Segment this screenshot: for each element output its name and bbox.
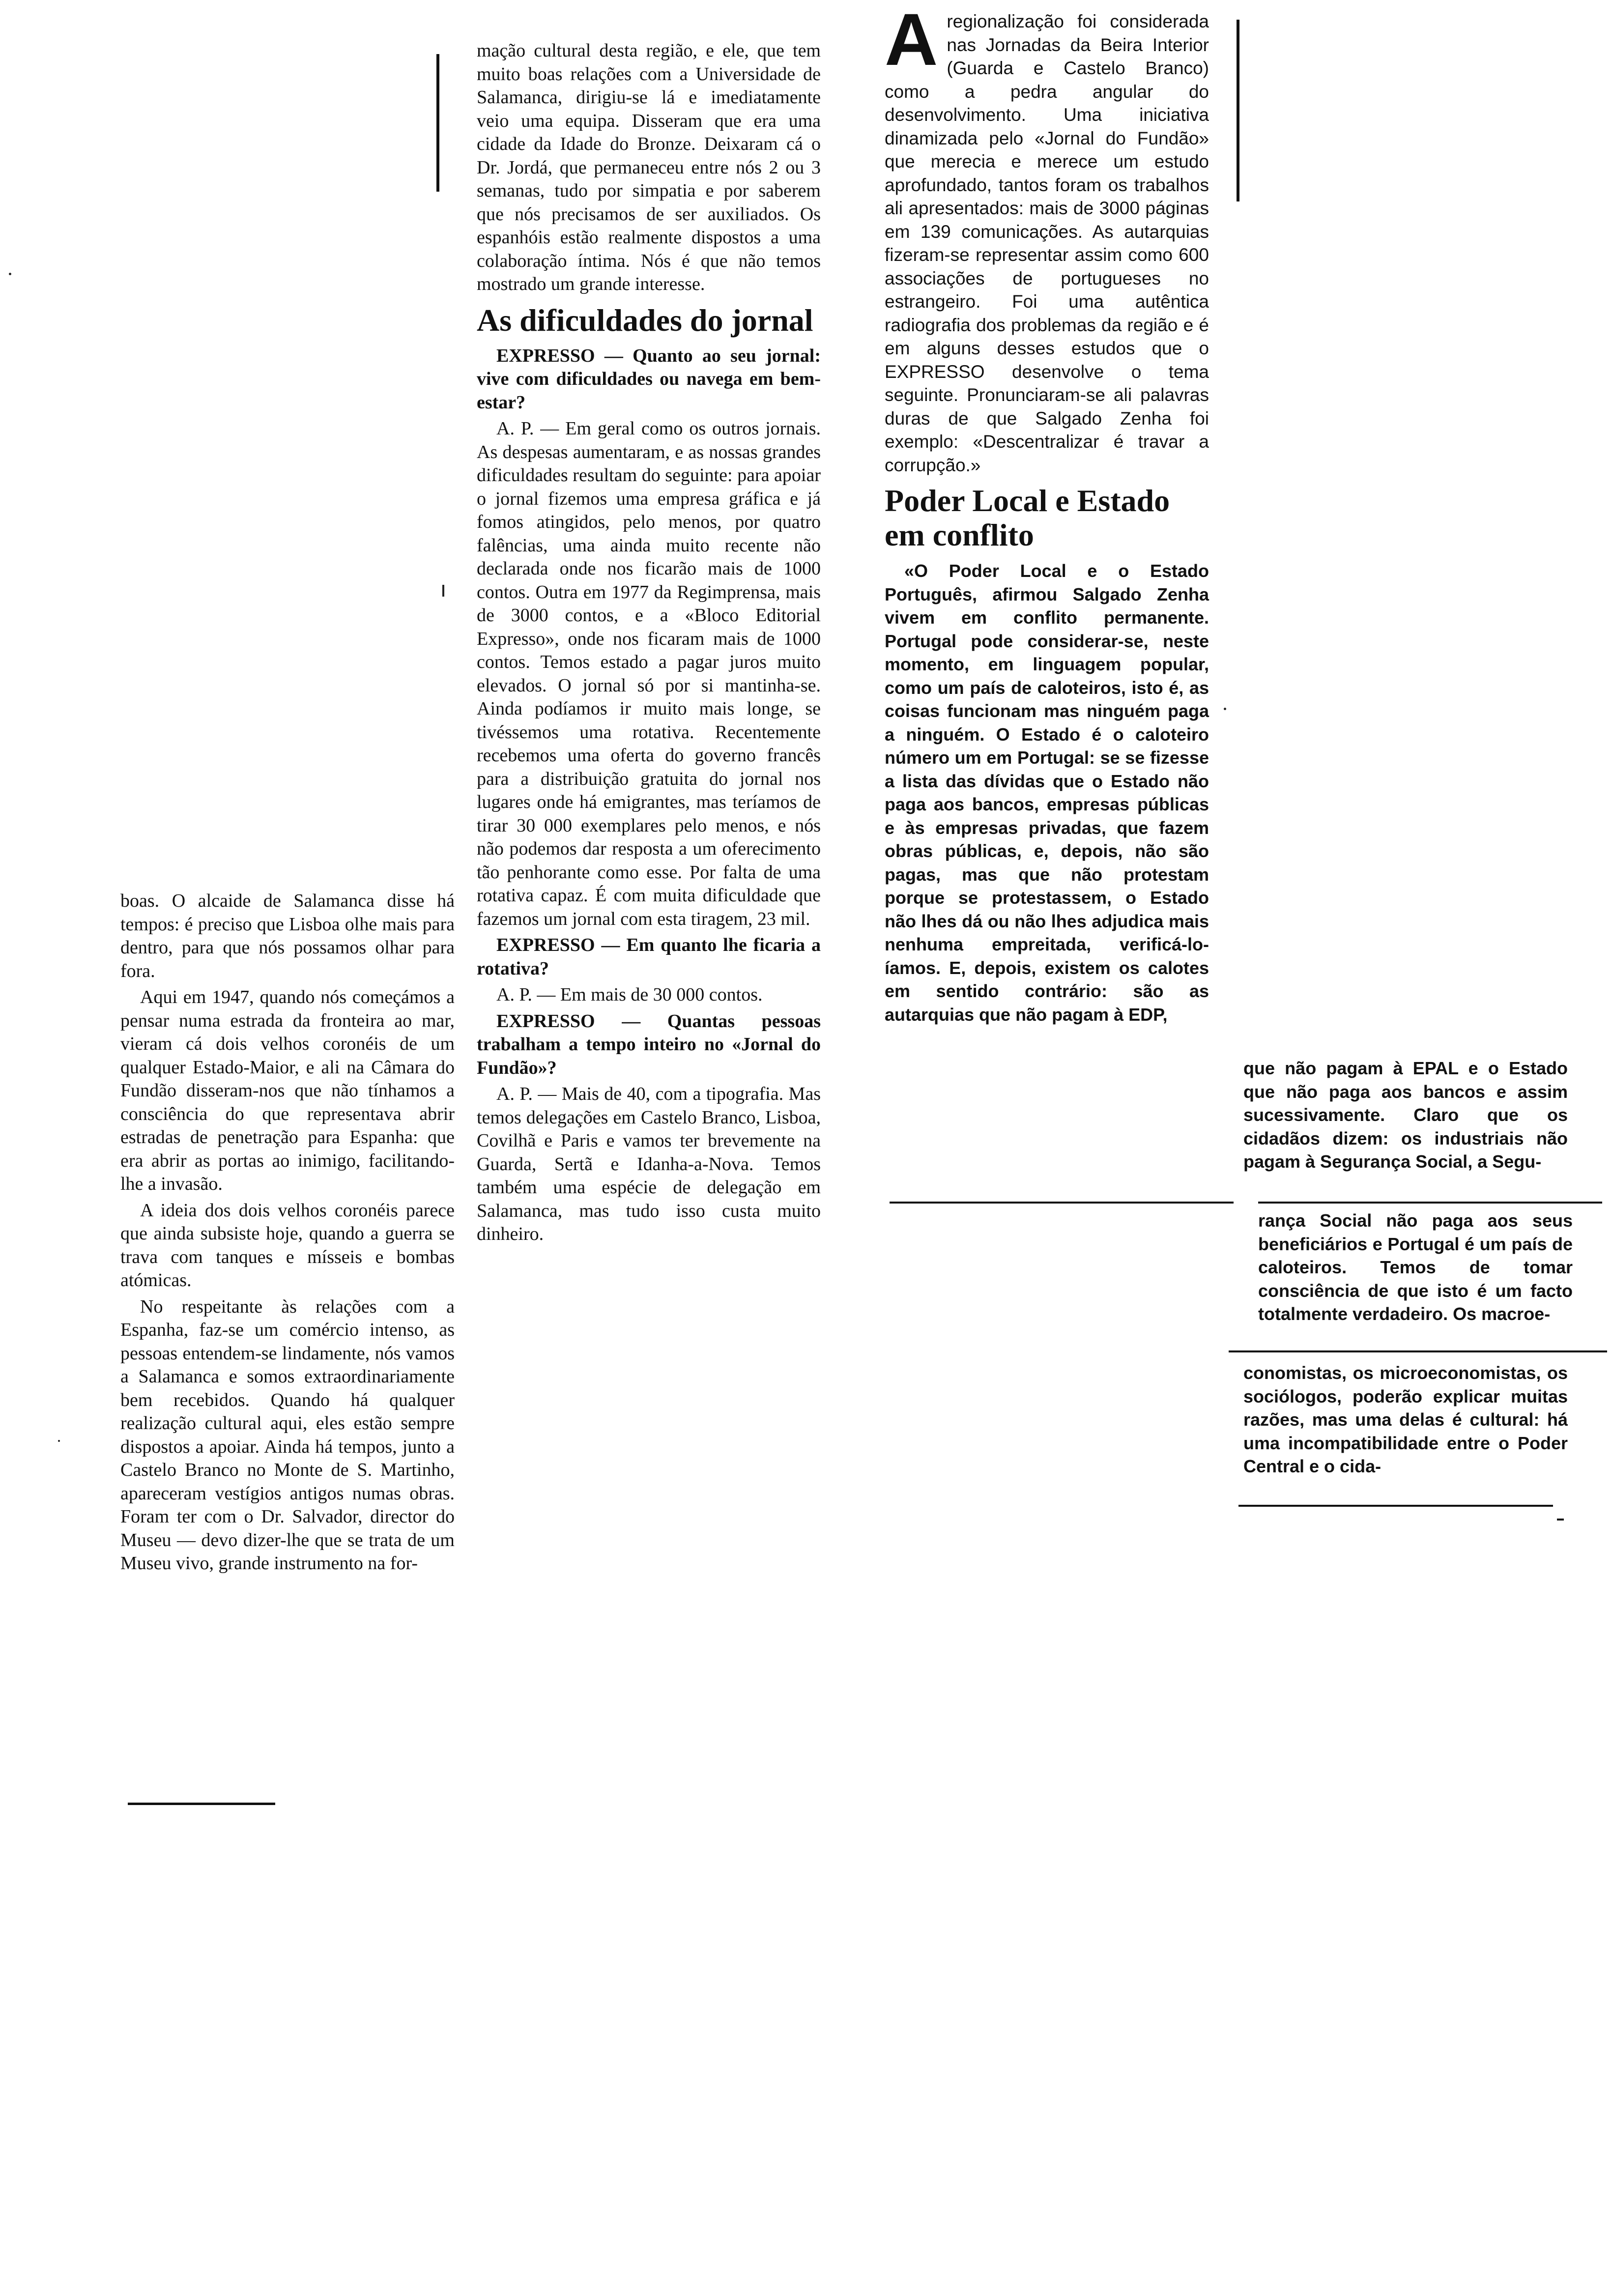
col1-paragraph-2: Aqui em 1947, quando nós começámos a pensar numa estrada da fronteira ao mar, vieram cá dois velhos coronéis de um qualquer Estado-Maior, e ali na Câmara do Fundão disseram-nos que não tínhamos a consciência do que representava abrir estradas de penetração para Espanha: que era abrir as portas ao inimigo, facilitando-lhe a invasão. (120, 987, 455, 1194)
scan-speck-2 (58, 1440, 60, 1442)
col1-paragraph-1: boas. O alcaide de Salamanca disse há tempos: é preciso que Lisboa olhe mais para dentro, para que nós possamos olhar para fora. (120, 890, 455, 981)
column-3 (885, 0, 1209, 1029)
col4-paragraph-3: conomistas, os microeconomistas, os sociólogos, poderão explicar muitas razões, mas uma delas é cultural: há uma incompatibilidade entre o Poder Central e o cida- (1243, 1363, 1568, 1476)
column-4-fragment-1 (1243, 1057, 1568, 1177)
scan-speck-1 (9, 273, 11, 275)
bottom-rule-col1 (128, 1803, 275, 1805)
col1-paragraph-3: A ideia dos dois velhos coronéis parece que ainda subsiste hoje, quando a guerra se trava com tanques e mísseis e bombas atómicas. (120, 1200, 455, 1291)
col2-paragraph-1: mação cultural desta região, e ele, que tem muito boas relações com a Universidade de Salamanca, dirigiu-se lá e imediatamente veio uma equipa. Disseram que era uma cidade da Idade do Bronze. Deixaram cá o Dr. Jordá, que permaneceu entre nós 2 ou 3 semanas, tudo por simpatia e por saberem que nós precisamos de ser auxiliados. Os espanhóis estão realmente dispostos a uma colaboração íntima. Nós é que não temos mostrado um grande interesse. (477, 40, 821, 294)
column-4-fragment-2 (1258, 1209, 1573, 1329)
section-heading-dificuldades: As dificuldades do jornal (477, 302, 813, 338)
tick-mark (1557, 1519, 1564, 1521)
separator-col4-1 (1258, 1202, 1602, 1204)
column-4-fragment-3 (1243, 1361, 1568, 1481)
column-1 (120, 890, 455, 1578)
bottom-rule-col3 (890, 1202, 1234, 1204)
col3-intro-paragraph (885, 0, 1209, 477)
interview-answer-1: A. P. — Em geral como os outros jornais. As despesas aumentaram, e as nossas grandes dificuldades resultam do seguinte: para apoiar o jornal fizemos uma empresa gráfica e já fomos atingidos, pelo menos, por quatro falências, uma ainda muito recente não declarada onde nos ficarão mais de 1000 contos. Outra em 1977 da Regimprensa, mais de 3000 contos, e a «Bloco Editorial Expresso», onde nos ficaram mais de 1000 contos. Temos estado a pagar juros muito elevados. O jornal só por si mantinha-se. Ainda podíamos ir muito mais longe, se tivéssemos uma rotativa. Recentemente recebemos uma oferta do governo francês para a distribuição gratuita do jornal nos lugares onde há emigrantes, mas teríamos de tirar 30 000 exemplares pelo menos, e nós não podemos dar resposta a um oferecimento tão penhorante como esse. Por falta de uma rotativa capaz. É com muita dificuldade que fazemos um jornal com esta tiragem, 23 mil. (477, 418, 821, 929)
column-rule-right (1237, 20, 1239, 201)
separator-col4-3 (1238, 1505, 1553, 1507)
scan-speck-3 (442, 585, 444, 597)
col4-paragraph-1: que não pagam à EPAL e o Estado que não paga aos bancos e assim sucessivamente. Claro que os cidadãos dizem: os industriais não pagam à Segurança Social, a Segu- (1243, 1058, 1568, 1172)
interview-answer-3: A. P. — Mais de 40, com a tipografia. Mas temos delegações em Castelo Branco, Lisboa, Covilhã e Paris e vamos ter brevemente na Guarda, Sertã e Idanha-a-Nova. Temos também uma espécie de delegação em Salamanca, mas tudo isso custa muito dinheiro. (477, 1084, 821, 1244)
interview-answer-2: A. P. — Em mais de 30 000 contos. (496, 984, 763, 1005)
column-rule-left (436, 54, 439, 192)
drop-cap: A (885, 0, 938, 81)
separator-col4-2 (1229, 1350, 1607, 1352)
scan-speck-4 (1224, 708, 1226, 710)
col3-intro-text: regionalização foi considerada nas Jornadas da Beira Interior (Guarda e Castelo Branco) como a pedra angular do desenvolvimento. Uma iniciativa dinamizada pelo «Jornal do Fundão» que merecia e merece um estudo aprofundado, tantos foram os trabalhos ali apresentados: mais de 3000 páginas em 139 comunicações. As autarquias fizeram-se representar assim como 600 associações de portugueses no estrangeiro. Foi uma autêntica radiografia dos problemas da região e é em alguns desses estudos que o EXPRESSO desenvolve o tema seguinte. Pronunciaram-se ali palavras duras de que Salgado Zenha foi exemplo: «Descentralizar é travar a corrupção.» (885, 11, 1209, 475)
col1-paragraph-4: No respeitante às relações com a Espanha, faz-se um comércio intenso, as pessoas entendem-se lindamente, nós vamos a Salamanca e somos extraordinariamente bem recebidos. Quando há qualquer realização cultural aqui, eles estão sempre dispostos a apoiar. Ainda há tempos, junto a Castelo Branco no Monte de S. Martinho, apareceram vestígios antigos numas obras. Foram ter com o Dr. Salvador, director do Museu — devo dizer-lhe que se trata de um Museu vivo, grande instrumento na for- (120, 1296, 455, 1574)
section-heading-poder-local: Poder Local e Estado em conflito (885, 483, 1170, 552)
column-2 (477, 39, 821, 1249)
interview-question-1: EXPRESSO — Quanto ao seu jornal: vive com dificuldades ou navega em bem-estar? (477, 345, 821, 413)
col3-paragraph-2: «O Poder Local e o Estado Português, afirmou Salgado Zenha vivem em conflito permanente. Portugal pode considerar-se, neste momento, em linguagem popular, como um país de caloteiros, isto é, as coisas funcionam mas ninguém paga a ninguém. O Estado é o caloteiro número um em Portugal: se se fizesse a lista das dívidas que o Estado não paga aos bancos, empresas públicas e às empresas privadas, que fazem obras públicas, e, depois, não são pagas, mas que não protestam porque se protestassem, o Estado não lhes dá ou não lhes adjudica mais nenhuma empreitada, verificá-lo-íamos. E, depois, existem os calotes em sentido contrário: são as autarquias que não pagam à EDP, (885, 561, 1209, 1025)
col4-paragraph-2: rança Social não paga aos seus beneficiários e Portugal é um país de caloteiros. Temos de tomar consciência de que isto é um facto totalmente verdadeiro. Os macroe- (1258, 1210, 1573, 1324)
interview-question-2: EXPRESSO — Em quanto lhe ficaria a rotativa? (477, 935, 821, 979)
interview-question-3: EXPRESSO — Quantas pessoas trabalham a tempo inteiro no «Jornal do Fundão»? (477, 1010, 821, 1078)
